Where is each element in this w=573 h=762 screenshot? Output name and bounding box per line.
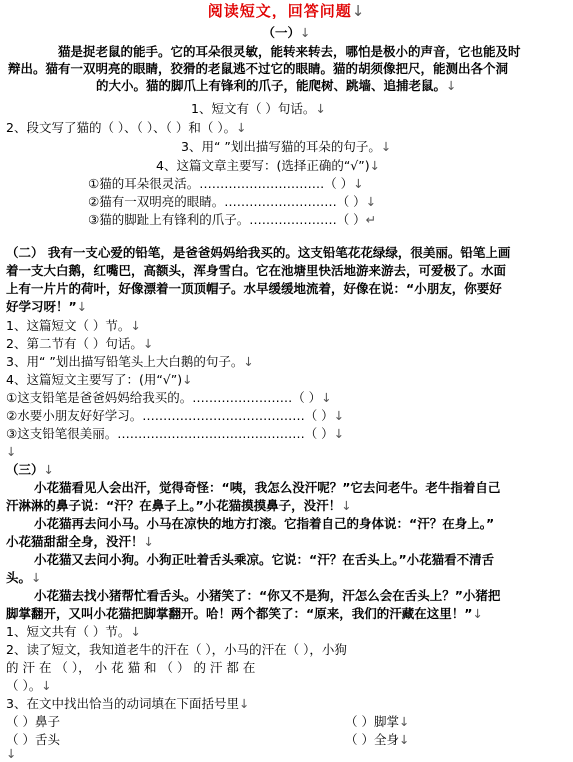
section3-question-2-cont: （ ）。↓ — [6, 678, 52, 693]
section2-passage-line: 好学习呀！”↓ — [6, 299, 88, 314]
section3-passage-line: 小花猫去找小猪帮忙看舌头。小猪笑了：“你又不是狗，汗怎么会在舌头上？”小猪把 — [34, 588, 501, 603]
section2-question-4: 4、这篇短文主要写了：(用“√”)↓ — [6, 372, 193, 387]
section3-passage-line: 脚掌翻开，又叫小花猫把脚掌翻开。哈！两个都笑了：“原来，我们的汗藏在这里！”↓ — [6, 606, 483, 621]
section1-passage-line: 的大小。猫的脚爪上有锋利的爪子，能爬树、跳墙、追捕老鼠。↓ — [96, 78, 457, 93]
section3-passage-line: 小花猫又去问小狗。小狗正吐着舌头乘凉。它说：“汗？在舌头上。”小花猫看不清舌 — [34, 552, 495, 567]
section2-question-2: 2、第二节有（ ）句话。↓ — [6, 336, 154, 351]
blank-line: ↓ — [6, 444, 17, 459]
blank-line: ↓ — [6, 746, 17, 761]
section2-passage-line: （二） 我有一支心爱的铅笔，是爸爸妈妈给我买的。这支铅笔花花绿绿，很美丽。铅笔上画 — [6, 245, 511, 260]
section1-question-2: 2、段文写了猫的（ ）、（ ）、（ ）和（ ）。↓ — [6, 120, 247, 135]
section1-question-3: 3、用“ ”划出描写猫的耳朵的句子。↓ — [181, 139, 392, 154]
section1-question-1: 1、短文有（ ）句话。↓ — [191, 101, 326, 116]
section1-passage-line: 猫是捉老鼠的能手。它的耳朵很灵敏，能转来转去，哪怕是极小的声音，它也能及时 — [58, 44, 521, 59]
section1-option: ②猫有一双明亮的眼睛。………………………（ ）↓ — [88, 194, 377, 209]
verb-blank: （ ）鼻子 — [6, 714, 60, 729]
section1-question-4: 4、这篇文章主要写：(选择正确的“√”)↓ — [156, 158, 381, 173]
section3-passage-line: 小花猫再去问小马。小马在凉快的地方打滚。它指着自己的身体说：“汗？在身上。” — [34, 516, 495, 531]
section2-option: ①这支铅笔是爸爸妈妈给我买的。……………………（ ）↓ — [6, 390, 332, 405]
verb-blank: （ ）脚掌↓ — [345, 714, 410, 729]
section2-question-1: 1、这篇短文（ ）节。↓ — [6, 318, 141, 333]
section3-passage-line: 汗淋淋的鼻子说：“汗？在鼻子上。”小花猫摸摸鼻子，没汗！↓ — [6, 498, 352, 513]
section2-option: ②水要小朋友好好学习。…………………………………（ ）↓ — [6, 408, 345, 423]
section1-option: ③猫的脚趾上有锋利的爪子。…………………（ ）↵ — [88, 212, 377, 227]
section3-passage-line: 小花猫甜甜全身，没汗！↓ — [6, 534, 154, 549]
section1-heading: （一）↓ — [262, 25, 311, 40]
worksheet-title: 阅读短文，回答问题↓ — [207, 3, 366, 19]
section3-question-1: 1、短文共有（ ）节。↓ — [6, 624, 141, 639]
section1-passage-line: 辩出。猫有一双明亮的眼睛，狡猾的老鼠逃不过它的眼睛。猫的胡须像把尺，能测出各个洞 — [8, 61, 509, 76]
section3-passage-line: 头。↓ — [6, 570, 42, 585]
section1-option: ①猫的耳朵很灵活。…………………………（ ）↓ — [88, 176, 364, 191]
section3-heading: （三）↓ — [6, 462, 54, 477]
section2-passage-line: 上有一片片的荷叶，好像漂着一顶顶帽子。水早缓缓地流着，好像在说：“小朋友，你要好 — [6, 281, 502, 296]
section3-question-2-cont: 的 汗 在 （ ）， 小 花 猫 和 （ ） 的 汗 都 在 — [6, 660, 256, 675]
section2-question-3: 3、用“ ”划出描写铅笔头上大白鹅的句子。↓ — [6, 354, 254, 369]
section3-question-3: 3、在文中找出恰当的动词填在下面括号里↓ — [6, 696, 250, 711]
section3-passage-line: 小花猫看见人会出汗，觉得奇怪：“咦，我怎么没汗呢？”它去问老牛。老牛指着自己 — [34, 480, 501, 495]
section2-option: ③这支铅笔很美丽。………………………………………（ ）↓ — [6, 426, 345, 441]
verb-blank: （ ）舌头 — [6, 732, 60, 747]
section2-passage-line: 着一支大白鹅，红嘴巴，高额头，浑身雪白。它在池塘里快活地游来游去，可爱极了。水面 — [6, 263, 507, 278]
section3-question-2: 2、读了短文，我知道老牛的汗在（ ），小马的汗在（ ），小狗 — [6, 642, 347, 657]
verb-blank: （ ）全身↓ — [345, 732, 410, 747]
